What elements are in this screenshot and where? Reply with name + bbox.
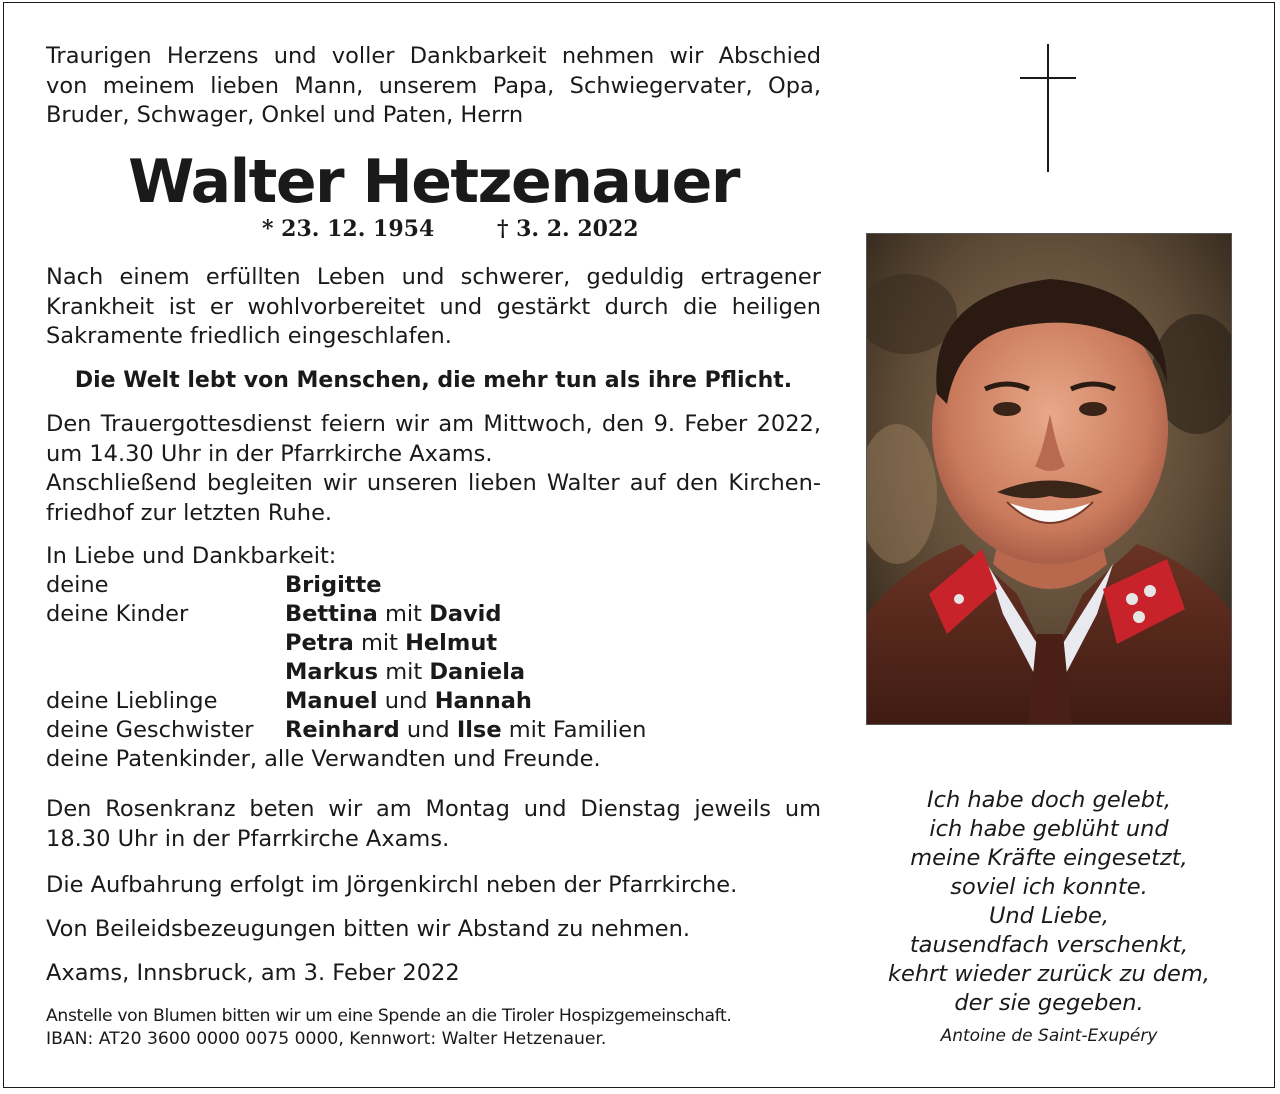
condolence-text: Von Beileidsbezeugungen bitten wir Abstand zu nehmen.	[46, 916, 691, 942]
illness-line: Sakramente friedlich eingeschlafen.	[46, 323, 452, 349]
illness-line: Krankheit ist er wohlvorbereitet und gestärkt durch die heiligen	[46, 293, 821, 320]
portrait-illustration	[867, 234, 1232, 725]
family-connector: mit	[378, 659, 430, 685]
poem-line: meine Kräfte eingesetzt,	[910, 845, 1188, 871]
service-line: Den Trauergottesdienst feiern wir am Mittwoch, den 9. Feber 2022,	[46, 411, 821, 437]
family-closing: deine Patenkinder, alle Verwandten und Freunde.	[46, 746, 601, 772]
family-relation: deine Geschwister	[46, 717, 254, 743]
family-connector: und	[377, 688, 435, 714]
family-member: Petra	[285, 630, 354, 656]
family-row	[46, 629, 821, 658]
family-member: Reinhard	[285, 717, 400, 743]
poem-line: tausendfach verschenkt,	[909, 932, 1189, 958]
poem	[866, 786, 1232, 1018]
wake-text: Die Aufbahrung erfolgt im Jörgenkirchl neben der Pfarrkirche.	[46, 872, 738, 898]
donation-line: Anstelle von Blumen bitten wir um eine Spende an die Tiroler Hospizgemeinschaft.	[46, 1006, 732, 1026]
death-date: † 3. 2. 2022	[496, 216, 639, 242]
family-names	[285, 687, 532, 716]
family-names	[285, 716, 646, 745]
family-row	[46, 716, 821, 745]
place-date: Axams, Innsbruck, am 3. Feber 2022	[46, 960, 460, 986]
family-names	[285, 571, 382, 600]
rosary-text	[46, 795, 821, 854]
poem-author: Antoine de Saint-Exupéry	[940, 1026, 1158, 1046]
family-relation: deine Kinder	[46, 601, 189, 627]
family-connector: mit	[353, 630, 406, 656]
poem-line: Ich habe doch gelebt,	[926, 787, 1172, 813]
motto: Die Welt lebt von Menschen, die mehr tun als ihre Pflicht.	[74, 368, 793, 393]
service-line: Anschließend begleiten wir unseren lieben Walter auf den Kirchen-	[46, 470, 821, 496]
family-member: Bettina	[285, 601, 378, 627]
donation-note	[46, 1005, 821, 1051]
family-names	[285, 600, 502, 629]
rosary-line: 18.30 Uhr in der Pfarrkirche Axams.	[46, 825, 450, 852]
family-member: Daniela	[429, 659, 526, 685]
family-member: Brigitte	[285, 572, 382, 598]
service-text	[46, 410, 821, 528]
donation-line: IBAN: AT20 3600 0000 0075 0000, Kennwort: Walter Hetzenauer.	[46, 1029, 607, 1049]
poem-line: der sie gegeben.	[954, 990, 1144, 1016]
family-heading: In Liebe und Dankbarkeit:	[46, 543, 337, 569]
family-tail: mit Familien	[501, 717, 647, 743]
illness-line: Nach einem erfüllten Leben und schwerer, geduldig ertragener	[46, 264, 821, 290]
family-names	[285, 629, 497, 658]
family-member: Manuel	[285, 688, 378, 714]
family-member: Hannah	[434, 688, 532, 714]
family-relation: deine Lieblinge	[46, 688, 218, 714]
poem-line: soviel ich konnte.	[950, 874, 1148, 900]
intro-line: Traurigen Herzens und voller Dankbarkeit nehmen wir Abschied	[46, 43, 821, 69]
life-dates	[262, 215, 639, 243]
portrait-photo	[866, 233, 1232, 725]
family-row	[46, 658, 821, 687]
birth-date: * 23. 12. 1954	[262, 216, 435, 242]
poem-line: kehrt wieder zurück zu dem,	[888, 961, 1210, 987]
family-relation: deine	[46, 572, 109, 598]
intro-line: von meinem lieben Mann, unserem Papa, Schwiegervater, Opa,	[46, 72, 821, 99]
family-names	[285, 658, 525, 687]
poem-line: Und Liebe,	[988, 903, 1110, 929]
family-connector: mit	[377, 601, 430, 627]
service-line: um 14.30 Uhr in der Pfarrkirche Axams.	[46, 440, 493, 467]
family-row	[46, 600, 821, 629]
family-row	[46, 687, 821, 716]
family-member: Markus	[285, 659, 379, 685]
service-line: friedhof zur letzten Ruhe.	[46, 499, 333, 526]
poem-line: ich habe geblüht und	[929, 816, 1169, 842]
family-list	[46, 542, 821, 774]
family-row	[46, 571, 821, 600]
family-member: David	[429, 601, 502, 627]
family-member: Ilse	[456, 717, 502, 743]
illness-text	[46, 263, 821, 352]
deceased-name: Walter Hetzenauer	[128, 147, 739, 217]
rosary-line: Den Rosenkranz beten wir am Montag und Dienstag jeweils um	[46, 796, 821, 822]
cross-icon	[1020, 44, 1076, 172]
intro-text	[46, 42, 821, 131]
family-connector: und	[399, 717, 457, 743]
intro-line: Bruder, Schwager, Onkel und Paten, Herrn	[46, 102, 524, 128]
family-member: Helmut	[405, 630, 498, 656]
